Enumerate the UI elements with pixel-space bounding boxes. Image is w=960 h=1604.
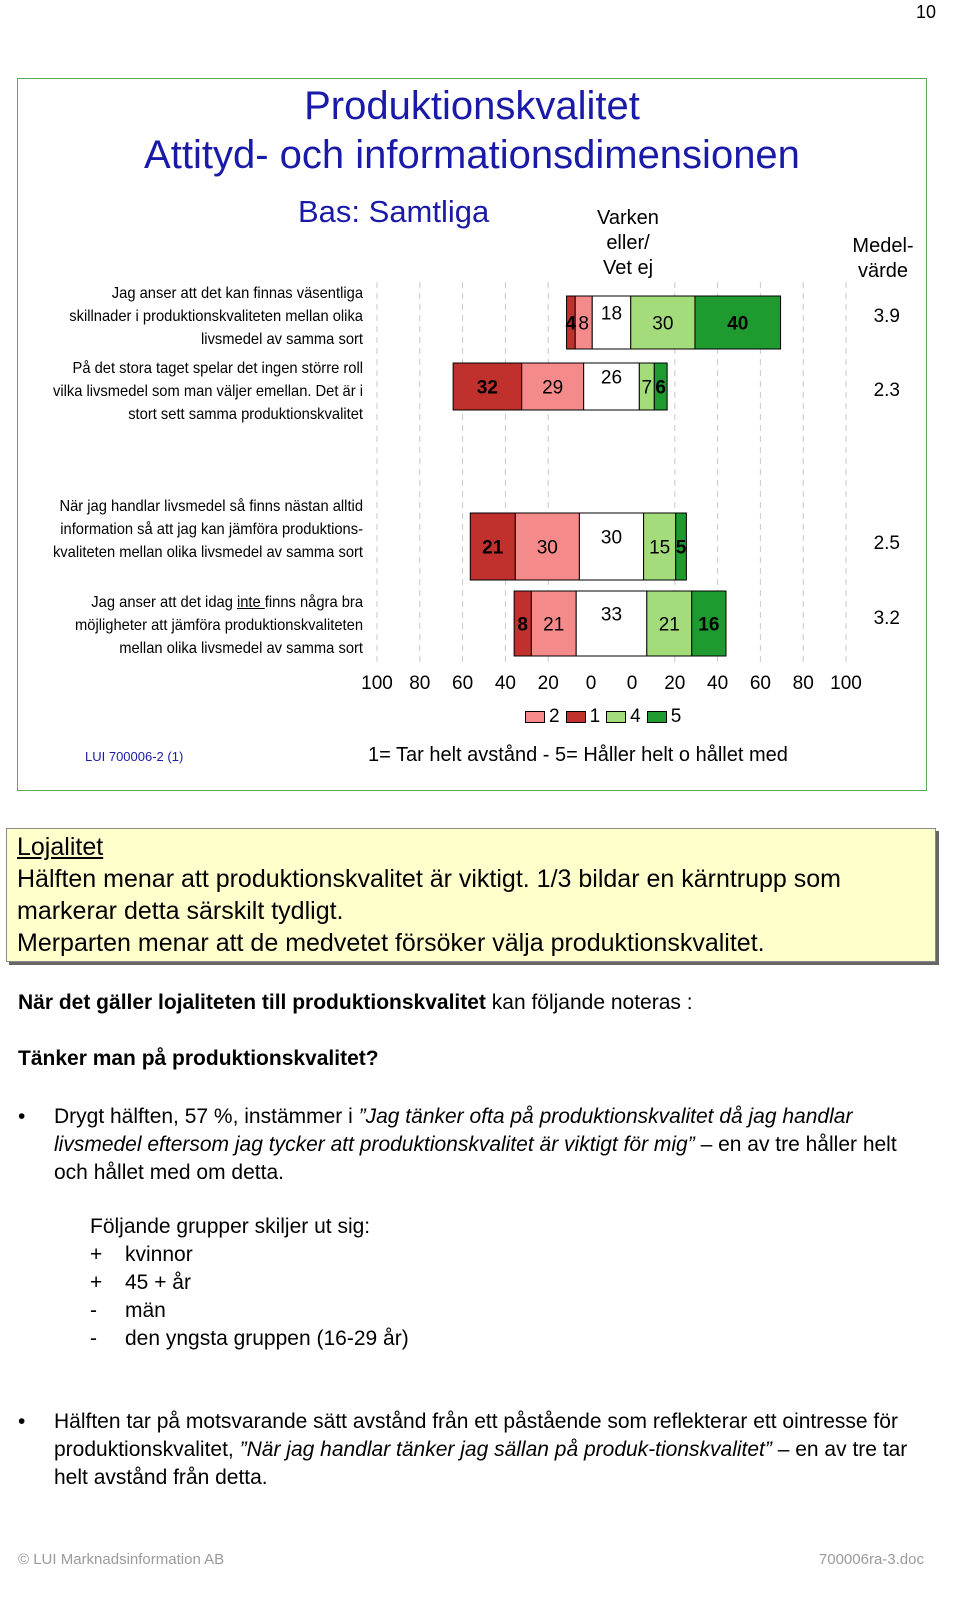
summary-heading: Lojalitet [17, 833, 104, 861]
summary-line-2: Merparten menar att de medvetet försöker välja produktionskvalitet. [17, 929, 765, 957]
bar-value-label: 21 [482, 537, 504, 559]
bar-value-label: 26 [600, 367, 623, 389]
axis-tick-label: 0 [626, 673, 638, 694]
axis-tick-label: 100 [361, 673, 393, 694]
loyalty-intro: När det gäller lojaliteten till produktionskvalitet kan följande noteras : [18, 991, 693, 1014]
legend-item-4: 4 [606, 706, 641, 728]
mean-value-2: 2.3 [873, 380, 900, 401]
legend-swatch [566, 711, 586, 723]
neutral-column-header: Varken eller/ Vet ej [597, 207, 659, 279]
bar-value-label: 7 [641, 377, 653, 399]
statement-1-label: Jag anser att det kan finnas väsentliga skillnader i produktionskvaliteten mellan olika livsmedel av samma sort [69, 285, 363, 348]
chart-legend [525, 706, 687, 728]
statement-4-label: Jag anser att det idag inte finns några bra möjligheter att jämföra produktionskvaliteten mellan olika livsmedel av samma sort [74, 594, 363, 657]
bar-value-label: 4 [565, 313, 577, 335]
bar-value-label: 40 [727, 313, 749, 335]
axis-tick-label: 80 [792, 673, 814, 694]
legend-item-2: 2 [525, 706, 560, 728]
mean-column-header: Medel- värde [852, 235, 914, 282]
chart-title-line-2: Attityd- och informationsdimensionen [144, 133, 800, 177]
bar-value-label: 5 [675, 537, 687, 559]
bar-value-label: 30 [600, 527, 623, 549]
bar-value-label: 32 [476, 377, 498, 399]
groups-list [90, 1213, 409, 1353]
bar-value-label: 30 [536, 537, 558, 559]
legend-swatch [647, 711, 667, 723]
chart-subtitle: Bas: Samtliga [298, 194, 490, 229]
group-item: + kvinnor [90, 1243, 193, 1266]
axis-tick-label: 40 [707, 673, 729, 694]
bar-value-label: 18 [600, 303, 623, 325]
group-item: - män [90, 1299, 166, 1322]
statement-2-label: På det stora taget spelar det ingen större roll vilka livsmedel som man väljer emellan. Det är i stort sett samma produktionskvalitet [52, 360, 363, 423]
bar-value-label: 15 [649, 537, 671, 559]
group-item: - den yngsta gruppen (16-29 år) [90, 1327, 409, 1350]
mean-value-1: 3.9 [873, 306, 900, 327]
axis-tick-label: 0 [585, 673, 597, 694]
bar-value-label: 21 [658, 614, 680, 636]
section-question: Tänker man på produktionskvalitet? [18, 1047, 379, 1070]
axis-tick-label: 20 [537, 673, 559, 694]
footer-document-name: 700006ra-3.doc [818, 1551, 924, 1568]
bullet-dot: • [18, 1410, 26, 1433]
bar-value-label: 8 [578, 313, 589, 335]
bullet-dot: • [18, 1105, 26, 1128]
diverging-bar-chart [18, 79, 925, 789]
axis-tick-label: 100 [830, 673, 862, 694]
bar-value-label: 16 [698, 614, 720, 636]
legend-swatch [525, 711, 545, 723]
mean-value-4: 3.2 [873, 608, 900, 629]
bar-value-label: 30 [652, 313, 674, 335]
chart-frame [17, 78, 927, 791]
groups-intro: Följande grupper skiljer ut sig: [90, 1215, 371, 1238]
bar-value-label: 8 [517, 614, 528, 636]
summary-box [6, 828, 936, 962]
bar-value-label: 6 [655, 377, 667, 399]
scale-note: 1= Tar helt avstånd - 5= Håller helt o hållet med [368, 744, 788, 766]
axis-tick-label: 20 [664, 673, 686, 694]
axis-tick-label: 40 [494, 673, 516, 694]
mean-value-3: 2.5 [873, 533, 900, 554]
source-code: LUI 700006-2 (1) [85, 749, 184, 764]
bar-value-label: 21 [543, 614, 565, 636]
axis-tick-label: 60 [749, 673, 771, 694]
axis-tick-label: 60 [452, 673, 474, 694]
statement-3-label: När jag handlar livsmedel så finns nästan alltid information så att jag kan jämföra produktions-kvaliteten mellan olika livsmedel av samma sort [52, 498, 363, 561]
chart-title-line-1: Produktionskvalitet [304, 84, 640, 128]
summary-line-1: Hälften menar att produktionskvalitet är viktigt. 1/3 bildar en kärntrupp som markerar detta särskilt tydligt. [17, 865, 842, 925]
legend-item-5: 5 [647, 706, 682, 728]
bar-value-label: 33 [600, 604, 623, 626]
axis-tick-label: 80 [409, 673, 431, 694]
bar-value-label: 29 [542, 377, 564, 399]
group-item: + 45 + år [90, 1271, 191, 1294]
footer-copyright: © LUI Marknadsinformation AB [18, 1551, 225, 1568]
legend-item-1: 1 [566, 706, 601, 728]
legend-swatch [606, 711, 626, 723]
page-number: 10 [915, 2, 936, 22]
